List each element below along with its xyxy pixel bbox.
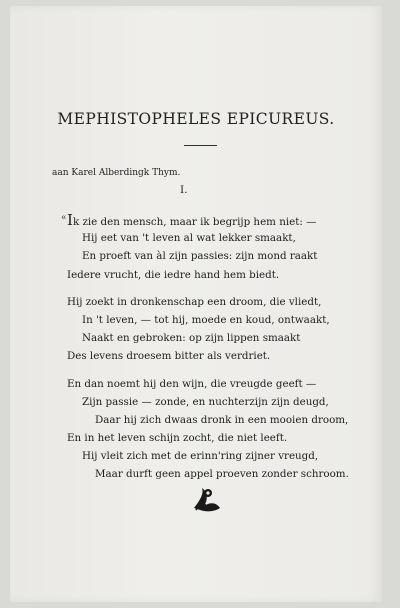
poem-line: In 't leven, — tot hij, moede en koud, ontwaakt, — [82, 314, 330, 326]
poem-line: Naakt en gebroken: op zijn lippen smaakt — [82, 332, 301, 344]
poem-line: Hij eet van 't leven al wat lekker smaakt, — [82, 232, 296, 244]
poem-line: En in het leven schijn zocht, die niet leeft. — [67, 432, 288, 444]
poem-line: Iedere vrucht, die iedre hand hem biedt. — [67, 269, 280, 281]
poem-line: Hij zoekt in dronkenschap een droom, die vliedt, — [67, 296, 322, 308]
poem-line: Daar hij zich dwaas dronk in een mooien droom, — [95, 414, 349, 426]
poem-line: En dan noemt hij den wijn, die vreugde geeft — — [67, 378, 317, 390]
poem-title: MEPHISTOPHELES EPICUREUS. — [57, 110, 335, 128]
line-text: k zie den mensch, maar ik begrijp hem niet: — — [72, 216, 317, 228]
floral-ornament-icon — [190, 484, 224, 514]
poem-line: Maar durft geen appel proeven zonder schroom. — [95, 468, 349, 480]
poem-line: Zijn passie — zonde, en nuchterzijn zijn deugd, — [82, 396, 329, 408]
title-rule — [184, 145, 217, 146]
dedication: aan Karel Alberdingk Thym. — [52, 168, 181, 178]
poem-line — [67, 211, 316, 229]
section-number: I. — [180, 184, 188, 196]
poem-line: En proeft van àl zijn passies: zijn mond raakt — [82, 250, 318, 262]
opening-quote-mark: « — [61, 213, 67, 223]
book-page — [10, 6, 382, 602]
drop-initial: I — [67, 211, 73, 229]
poem-line: Hij vleit zich met de erinn'ring zijner vreugd, — [82, 450, 319, 462]
poem-line: Des levens droesem bitter als verdriet. — [67, 350, 271, 362]
